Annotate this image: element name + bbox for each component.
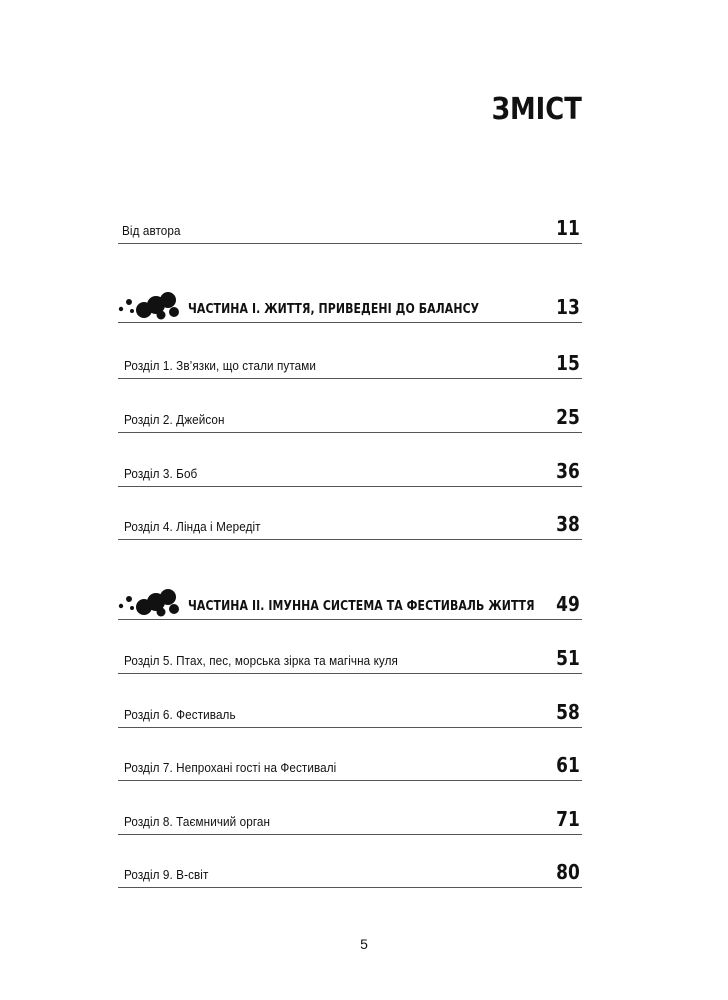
toc-entry-label: Розділ 2. Джейсон	[124, 412, 225, 427]
toc-entry-page: 11	[556, 216, 580, 240]
toc-chapter-3[interactable]	[118, 456, 582, 487]
page-title: ЗМІСТ	[491, 92, 582, 127]
toc-chapter-7[interactable]	[118, 750, 582, 781]
toc-chapter-9[interactable]	[118, 857, 582, 888]
page-number: 5	[360, 936, 368, 952]
toc-part-2[interactable]	[118, 589, 582, 620]
toc-entry-label: Розділ 7. Непрохані гості на Фестивалі	[124, 760, 337, 775]
toc-part-1[interactable]	[118, 292, 582, 323]
toc-part-label: ЧАСТИНА ІІ. ІМУННА СИСТЕМА ТА ФЕСТИВАЛЬ ЖИТТЯ	[188, 599, 535, 614]
toc-entry-page: 36	[556, 459, 580, 483]
toc-entry-page: 38	[556, 512, 580, 536]
bubbles-ornament-icon	[118, 585, 184, 617]
toc-entry-page: 58	[556, 700, 580, 724]
toc-part-label: ЧАСТИНА І. ЖИТТЯ, ПРИВЕДЕНІ ДО БАЛАНСУ	[188, 302, 480, 317]
toc-entry-label: Розділ 8. Таємничий орган	[124, 814, 271, 829]
toc-chapter-6[interactable]	[118, 697, 582, 728]
toc-entry-page: 71	[556, 807, 580, 831]
toc-entry-label: Розділ 4. Лінда і Мередіт	[124, 519, 261, 534]
toc-entry-page: 15	[556, 351, 580, 375]
bubbles-ornament-icon	[118, 288, 184, 320]
toc-chapter-2[interactable]	[118, 402, 582, 433]
toc-chapter-5[interactable]	[118, 643, 582, 674]
toc-entry-label: Розділ 5. Птах, пес, морська зірка та магічна куля	[124, 653, 398, 668]
toc-entry-label: Розділ 6. Фестиваль	[124, 707, 236, 722]
toc-entry-page: 49	[556, 592, 580, 616]
toc-chapter-4[interactable]	[118, 509, 582, 540]
toc-entry-page: 80	[556, 860, 580, 884]
toc-chapter-8[interactable]	[118, 804, 582, 835]
toc-entry-label: Від автора	[122, 223, 181, 238]
toc-entry-page: 25	[556, 405, 580, 429]
toc-chapter-1[interactable]	[118, 348, 582, 379]
toc-entry-author-note[interactable]	[118, 213, 582, 244]
toc-entry-page: 61	[556, 753, 580, 777]
toc-entry-label: Розділ 3. Боб	[124, 466, 198, 481]
toc-entry-page: 51	[556, 646, 580, 670]
toc-entry-page: 13	[556, 295, 580, 319]
toc-entry-label: Розділ 9. В-світ	[124, 867, 209, 882]
toc-entry-label: Розділ 1. Зв’язки, що стали путами	[124, 358, 317, 373]
